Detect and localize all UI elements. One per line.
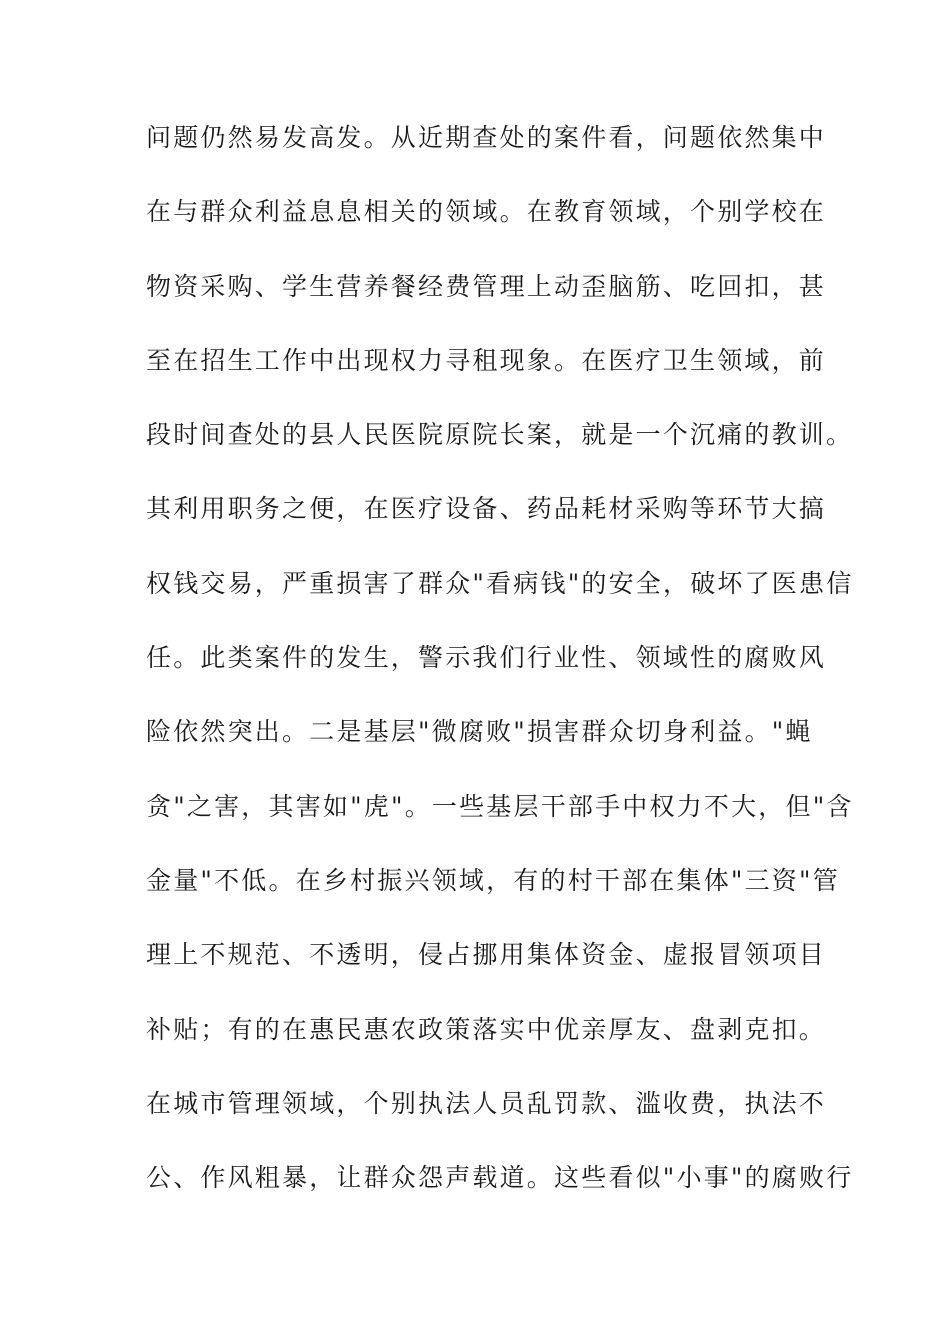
text-line: 金量"不低。在乡村振兴领域，有的村干部在集体"三资"管 (146, 865, 840, 895)
text-line: 在城市管理领域，个别执法人员乱罚款、滥收费，执法不 (146, 1088, 827, 1118)
text-line: 任。此类案件的发生，警示我们行业性、领域性的腐败风 (146, 643, 827, 673)
text-line: 在与群众利益息息相关的领域。在教育领域，个别学校在 (146, 197, 827, 227)
text-line: 权钱交易，严重损害了群众"看病钱"的安全，破坏了医患信 (146, 568, 854, 598)
text-line: 理上不规范、不透明，侵占挪用集体资金、虚报冒领项目 (146, 940, 827, 970)
text-line: 公、作风粗暴，让群众怨声载道。这些看似"小事"的腐败行 (146, 1163, 854, 1193)
body-text (146, 120, 854, 1234)
text-line: 险依然突出。二是基层"微腐败"损害群众切身利益。"蝇 (146, 717, 813, 747)
text-line: 物资采购、学生营养餐经费管理上动歪脑筋、吃回扣，甚 (146, 271, 827, 301)
text-line: 补贴；有的在惠民惠农政策落实中优亲厚友、盘剥克扣。 (146, 1014, 827, 1044)
text-line: 段时间查处的县人民医院原院长案，就是一个沉痛的教训。 (146, 420, 854, 450)
text-line: 其利用职务之便，在医疗设备、药品耗材采购等环节大搞 (146, 494, 827, 524)
text-line: 贪"之害，其害如"虎"。一些基层干部手中权力不大，但"含 (146, 791, 854, 821)
text-line: 问题仍然易发高发。从近期查处的案件看，问题依然集中 (146, 123, 827, 152)
text-line: 至在招生工作中出现权力寻租现象。在医疗卫生领域，前 (146, 345, 827, 375)
